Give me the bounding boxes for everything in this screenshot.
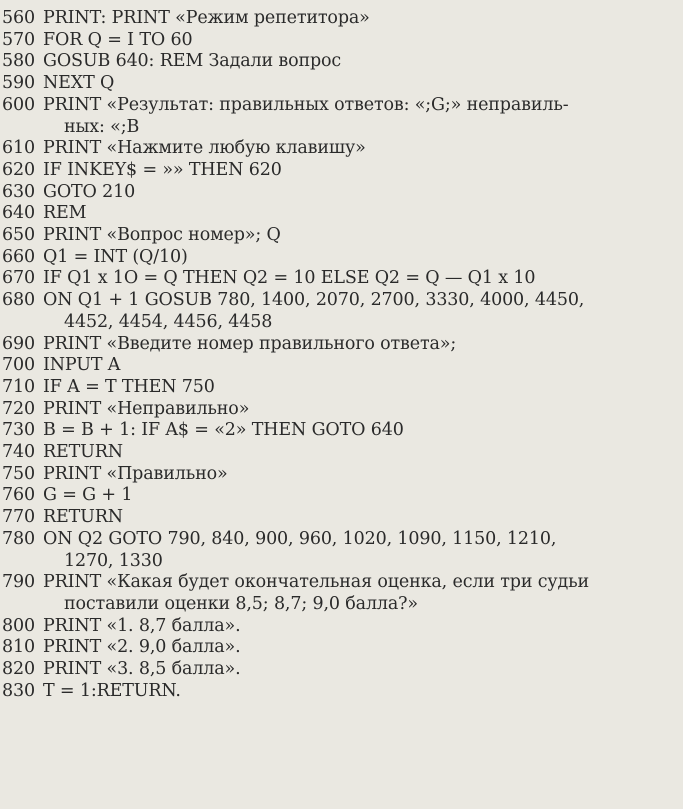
statement-continuation: 1270, 1330 xyxy=(64,550,163,571)
statement: IF A = T THEN 750 xyxy=(43,376,215,397)
line-number: 570 xyxy=(2,29,35,50)
code-line-610 xyxy=(0,138,683,160)
line-number: 600 xyxy=(2,94,35,115)
line-number: 580 xyxy=(2,51,35,72)
statement: PRINT «Правильно» xyxy=(43,463,228,484)
statement: PRINT «Введите номер правильного ответа»; xyxy=(43,333,457,354)
statement: PRINT «1. 8,7 балла». xyxy=(43,615,241,636)
code-line-770 xyxy=(0,507,683,529)
code-line-730 xyxy=(0,420,683,442)
code-line-640 xyxy=(0,203,683,225)
code-line-760 xyxy=(0,485,683,507)
line-number: 680 xyxy=(2,290,35,311)
code-line-670 xyxy=(0,268,683,290)
line-number: 630 xyxy=(2,181,35,202)
line-number: 760 xyxy=(2,485,35,506)
statement: ON Q1 + 1 GOSUB 780, 1400, 2070, 2700, 3330, 4000, 4450, xyxy=(43,290,585,311)
statement: ON Q2 GOTO 790, 840, 900, 960, 1020, 1090, 1150, 1210, xyxy=(43,528,557,549)
code-line-660 xyxy=(0,247,683,269)
code-line-740 xyxy=(0,442,683,464)
line-number: 650 xyxy=(2,225,35,246)
code-line-580 xyxy=(0,51,683,73)
statement: GOTO 210 xyxy=(43,181,136,202)
code-line-560 xyxy=(0,8,683,30)
code-line-780 xyxy=(0,529,683,551)
statement: PRINT «Нажмите любую клавишу» xyxy=(43,138,366,159)
line-number: 830 xyxy=(2,680,35,701)
statement: G = G + 1 xyxy=(43,485,133,506)
line-number: 740 xyxy=(2,442,35,463)
line-number: 700 xyxy=(2,355,35,376)
line-number: 690 xyxy=(2,333,35,354)
line-number: 800 xyxy=(2,615,35,636)
statement: FOR Q = I TO 60 xyxy=(43,29,193,50)
line-number: 780 xyxy=(2,528,35,549)
basic-listing xyxy=(0,8,683,703)
line-number: 660 xyxy=(2,246,35,267)
line-number: 750 xyxy=(2,463,35,484)
line-number: 720 xyxy=(2,398,35,419)
line-number: 810 xyxy=(2,637,35,658)
code-line-750 xyxy=(0,464,683,486)
line-number: 730 xyxy=(2,420,35,441)
line-number: 670 xyxy=(2,268,35,289)
line-number: 620 xyxy=(2,159,35,180)
statement: PRINT «Результат: правильных ответов: «;G;» неправиль- xyxy=(43,94,569,115)
line-number: 640 xyxy=(2,203,35,224)
code-line-810 xyxy=(0,637,683,659)
statement: PRINT «Вопрос номер»; Q xyxy=(43,225,281,246)
line-number: 610 xyxy=(2,138,35,159)
code-line-800 xyxy=(0,616,683,638)
statement: Q1 = INT (Q/10) xyxy=(43,246,188,267)
statement: B = B + 1: IF A$ = «2» THEN GOTO 640 xyxy=(43,420,404,441)
statement-continuation: ных: «;B xyxy=(64,116,140,137)
code-line-700 xyxy=(0,355,683,377)
code-line-790 xyxy=(0,572,683,594)
statement: IF Q1 x 1O = Q THEN Q2 = 10 ELSE Q2 = Q — Q1 x 10 xyxy=(43,268,536,289)
statement: NEXT Q xyxy=(43,73,115,94)
code-line-820 xyxy=(0,659,683,681)
code-line-650 xyxy=(0,225,683,247)
statement: RETURN xyxy=(43,507,123,528)
code-line-630 xyxy=(0,182,683,204)
statement-continuation: поставили оценки 8,5; 8,7; 9,0 балла?» xyxy=(64,593,418,614)
statement-continuation: 4452, 4454, 4456, 4458 xyxy=(64,311,273,332)
line-number: 790 xyxy=(2,572,35,593)
code-line-570 xyxy=(0,30,683,52)
code-line-710 xyxy=(0,377,683,399)
statement: PRINT «Неправильно» xyxy=(43,398,250,419)
line-number: 710 xyxy=(2,376,35,397)
line-number: 560 xyxy=(2,8,35,28)
line-number: 590 xyxy=(2,73,35,94)
statement: GOSUB 640: REM Задали вопрос xyxy=(43,51,342,72)
code-line-720 xyxy=(0,399,683,421)
statement: RETURN xyxy=(43,442,123,463)
line-number: 820 xyxy=(2,659,35,680)
statement: REM xyxy=(43,203,87,224)
line-number: 770 xyxy=(2,507,35,528)
statement: PRINT: PRINT «Режим репетитора» xyxy=(43,8,370,28)
statement: INPUT A xyxy=(43,355,121,376)
statement: T = 1:RETURN. xyxy=(43,680,181,701)
statement: PRINT «Какая будет окончательная оценка, если три судьи xyxy=(43,572,590,593)
statement: PRINT «3. 8,5 балла». xyxy=(43,659,241,680)
code-line-830 xyxy=(0,681,683,703)
code-line-600 xyxy=(0,95,683,117)
code-line-680 xyxy=(0,290,683,312)
statement: PRINT «2. 9,0 балла». xyxy=(43,637,241,658)
code-line-590 xyxy=(0,73,683,95)
code-line-690 xyxy=(0,334,683,356)
statement: IF INKEY$ = »» THEN 620 xyxy=(43,159,282,180)
code-line-620 xyxy=(0,160,683,182)
